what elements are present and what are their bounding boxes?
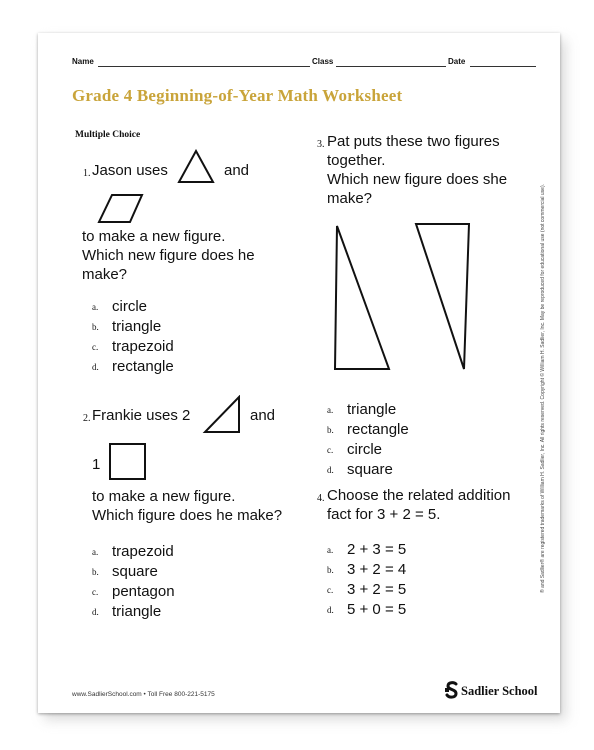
q1-number: 1. (83, 168, 91, 179)
q3-number: 3. (317, 139, 325, 150)
q1-option-d[interactable]: d. rectangle (92, 358, 174, 375)
name-label: Name (72, 57, 94, 66)
q2-options (92, 542, 175, 622)
q2-line3: Which figure does he make? (92, 507, 283, 524)
q1-triangle-figure (176, 149, 216, 185)
q3-option-b[interactable]: b. rectangle (327, 421, 409, 438)
q4-option-c[interactable]: c. 3 + 2 = 5 (327, 581, 407, 598)
section-label: Multiple Choice (75, 130, 141, 140)
q4-options (327, 540, 406, 620)
q4-number: 4. (317, 493, 325, 504)
q1-line4: make? (82, 266, 128, 283)
q3-option-a[interactable]: a. triangle (327, 401, 397, 418)
q4-option-d[interactable]: d. 5 + 0 = 5 (327, 601, 407, 618)
side-copyright-text: ® and Sadlier® are registered trademarks of William H. Sadlier, Inc. All rights reserved. Copyright © William H. Sadlier, Inc. May be reproduced for educational use (not commercial use). (540, 184, 546, 593)
q2-count: 1 (92, 456, 101, 473)
q2-line2: to make a new figure. (92, 488, 236, 505)
q4-line1: Choose the related addition (327, 487, 511, 504)
footer-website: www.SadlierSchool.com • Toll Free 800-221-5175 (72, 691, 215, 698)
class-label: Class (312, 57, 334, 66)
q1-line2: to make a new figure. (82, 228, 226, 245)
q2-square-figure (108, 442, 148, 482)
sadlier-logo-icon (445, 681, 459, 699)
worksheet-page (38, 33, 560, 713)
q1-option-b[interactable]: b. triangle (92, 318, 162, 335)
q2-right-triangle-figure (202, 395, 242, 435)
q3-options (327, 400, 409, 480)
q1-option-c[interactable]: c. trapezoid (92, 338, 174, 355)
name-line[interactable] (98, 66, 310, 67)
date-line[interactable] (470, 66, 536, 67)
q4-option-b[interactable]: b. 3 + 2 = 4 (327, 561, 407, 578)
class-line[interactable] (336, 66, 446, 67)
q3-line2: together. (327, 152, 386, 169)
worksheet-title: Grade 4 Beginning-of-Year Math Worksheet (72, 86, 403, 105)
q2-and: and (250, 407, 276, 424)
q1-option-a[interactable]: a. circle (92, 298, 148, 315)
q2-option-a[interactable]: a. trapezoid (92, 543, 174, 560)
q1-line3: Which new figure does he (82, 247, 255, 264)
q3-option-d[interactable]: d. square (327, 461, 393, 478)
date-label: Date (448, 57, 466, 66)
q2-option-c[interactable]: c. pentagon (92, 583, 175, 600)
q4-option-a[interactable]: a. 2 + 3 = 5 (327, 541, 407, 558)
q2-option-b[interactable]: b. square (92, 563, 158, 580)
q3-two-triangles-figure (328, 221, 478, 373)
q2-number: 2. (83, 413, 91, 424)
q1-and: and (224, 162, 250, 179)
q1-options (92, 297, 174, 377)
q4-line2: fact for 3 + 2 = 5. (327, 506, 441, 523)
q3-line4: make? (327, 190, 373, 207)
q3-line3: Which new figure does she (327, 171, 508, 188)
q1-rhombus-figure (96, 193, 146, 225)
q2-line1: Frankie uses 2 (92, 407, 191, 424)
q2-option-d[interactable]: d. triangle (92, 603, 162, 620)
q3-line1: Pat puts these two figures (327, 133, 500, 150)
q3-option-c[interactable]: c. circle (327, 441, 383, 458)
footer-brand: Sadlier School (461, 684, 538, 698)
q1-line1: Jason uses (92, 162, 168, 179)
